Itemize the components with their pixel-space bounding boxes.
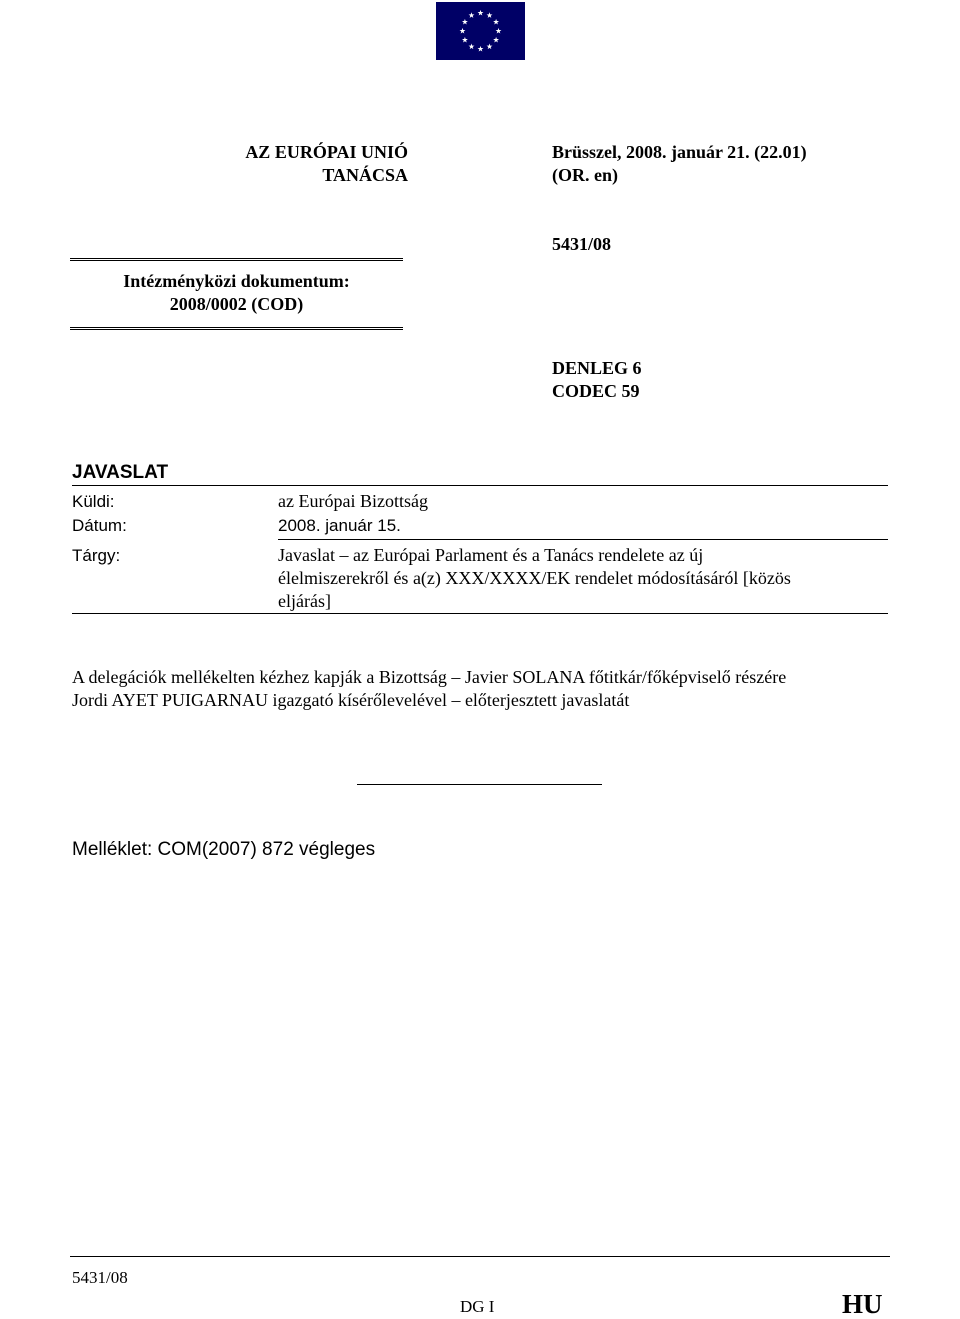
footer-document-number: 5431/08 [72, 1268, 128, 1287]
council-name [180, 141, 408, 187]
council-name-line2: TANÁCSA [322, 165, 408, 185]
code-codec: CODEC 59 [552, 381, 640, 401]
date-label: Dátum: [72, 516, 127, 535]
body-line-1: A delegációk mellékelten kézhez kapják a Bizottság – Javier SOLANA főtitkár/főképviselő részére [72, 667, 787, 687]
interinstitutional-value: 2008/0002 (COD) [169, 294, 304, 314]
from-label: Küldi: [72, 492, 115, 511]
subject-line-1: Javaslat – az Európai Parlament és a Tanács rendelete az új [278, 545, 704, 565]
star-icon [469, 43, 475, 49]
subject-line-2: élelmiszerekről és a(z) XXX/XXXX/EK rendelet módosításáról [közös [278, 568, 791, 588]
star-icon [493, 37, 499, 43]
body-line-2: Jordi AYET PUIGARNAU igazgató kísérőlevelével – előterjesztett javaslatát [72, 690, 630, 710]
interinstitutional-file [70, 270, 403, 316]
interinstitutional-top-rule [70, 258, 403, 261]
separator-rule [357, 784, 602, 785]
star-icon [460, 28, 466, 34]
subject-bottom-rule [72, 613, 888, 614]
proposal-top-rule [72, 485, 888, 486]
interinstitutional-label: Intézményközi dokumentum: [123, 271, 350, 291]
footer-language: HU [842, 1289, 883, 1319]
eu-flag-icon [436, 2, 525, 60]
interinstitutional-bottom-rule [70, 327, 403, 330]
footer-rule [70, 1256, 890, 1257]
document-codes [552, 357, 642, 403]
star-icon [493, 19, 499, 25]
attachment-line: Melléklet: COM(2007) 872 végleges [72, 839, 376, 860]
subject-line-3: eljárás] [278, 591, 331, 611]
body-paragraph [72, 666, 902, 712]
subject-value [278, 544, 888, 613]
place-date-line2: (OR. en) [552, 165, 618, 185]
council-name-line1: AZ EURÓPAI UNIÓ [245, 142, 408, 162]
from-value: az Európai Bizottság [278, 491, 428, 511]
proposal-heading: JAVASLAT [72, 462, 169, 483]
code-denleg: DENLEG 6 [552, 358, 642, 378]
subject-label: Tárgy: [72, 546, 121, 565]
star-icon [496, 28, 502, 34]
star-icon [478, 10, 484, 16]
star-icon [462, 37, 468, 43]
star-icon [478, 46, 484, 52]
footer-dg: DG I [460, 1297, 495, 1316]
star-icon [469, 12, 475, 18]
star-icon [487, 43, 493, 49]
star-icon [487, 12, 493, 18]
place-date-line1: Brüsszel, 2008. január 21. (22.01) [552, 142, 807, 162]
place-date [552, 141, 882, 187]
star-icon [462, 19, 468, 25]
date-value: 2008. január 15. [278, 516, 401, 535]
document-number: 5431/08 [552, 234, 612, 254]
date-rule [278, 539, 888, 540]
